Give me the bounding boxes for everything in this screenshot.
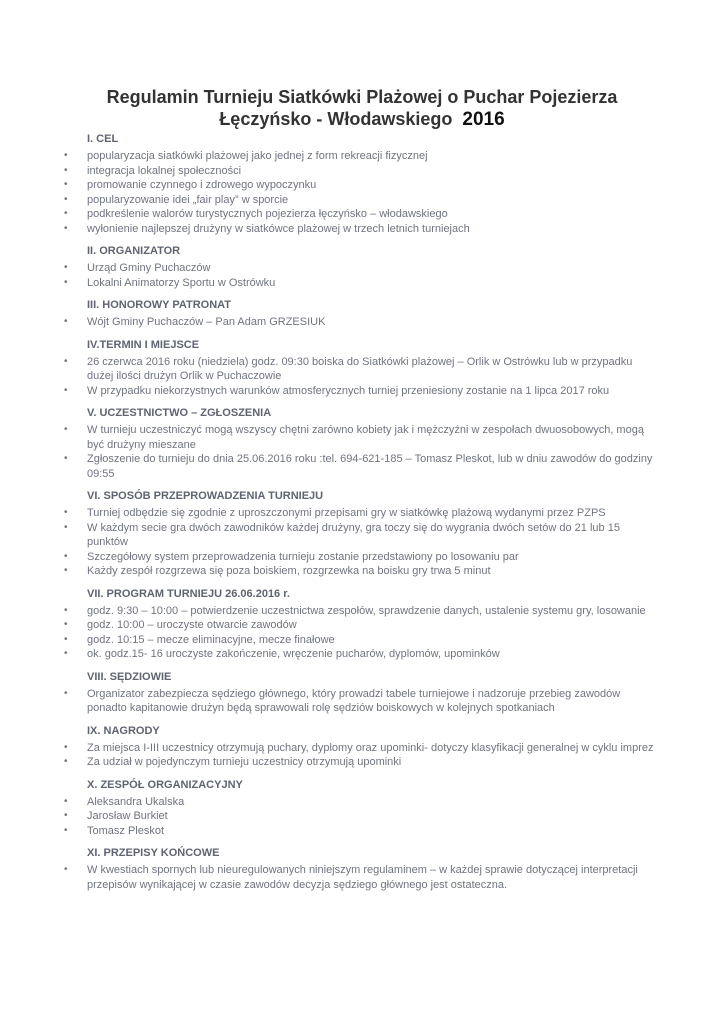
list-item: [0, 384, 724, 399]
list-item-text: integracja lokalnej społeczności: [87, 164, 242, 177]
list-item: [0, 824, 724, 839]
bullet-icon: •: [64, 633, 68, 645]
bullet-icon: •: [64, 276, 68, 288]
list-item: [0, 164, 724, 179]
list-item-text: ok. godz.15- 16 uroczyste zakończenie, wręczenie pucharów, dyplomów, upominków: [87, 648, 500, 660]
section-heading: III. HONOROWY PATRONAT: [87, 299, 232, 311]
bullet-list: [0, 149, 724, 236]
list-item-text: Organizator zabezpiecza sędziego głównego, który prowadzi tabele turniejowe i nadzoruje przebieg zawodów ponadto kapitanowie drużyn będą sprawowali rolę sędziów boiskowych w kolejnych spotkaniach: [87, 687, 621, 714]
bullet-icon: •: [64, 795, 68, 807]
list-item: [0, 618, 724, 633]
list-item: [0, 521, 724, 550]
list-item-text: Wójt Gminy Puchaczów – Pan Adam GRZESIUK: [87, 316, 326, 328]
list-item-text: W turnieju uczestniczyć mogą wszyscy chętni zarówno kobiety jak i mężczyźni w zespołach dwuosobowych, mogą być drużyny mieszane: [87, 424, 644, 451]
list-item-text: Za udział w pojedynczym turnieju uczestnicy otrzymują upominki: [87, 756, 402, 768]
list-item-text: Turniej odbędzie się zgodnie z uproszczonymi przepisami gry w siatkówkę plażową wydanymi przez PZPS: [87, 507, 606, 519]
list-item-text: Urząd Gminy Puchaczów: [87, 262, 211, 274]
bullet-icon: •: [64, 648, 68, 659]
list-item: [0, 315, 724, 330]
list-item-text: godz. 10:15 – mecze eliminacyjne, mecze finałowe: [87, 633, 335, 646]
list-item-text: Aleksandra Ukalska: [87, 795, 185, 808]
list-item: [0, 261, 724, 276]
bullet-icon: •: [64, 810, 68, 821]
list-item-text: podkreślenie walorów turystycznych pojezierza łęczyńsko – włodawskiego: [87, 208, 448, 220]
list-item: [0, 647, 724, 662]
list-item: [0, 355, 724, 384]
list-item: [0, 809, 724, 824]
section-heading: X. ZESPÓŁ ORGANIZACYJNY: [87, 778, 243, 791]
bullet-list: [0, 423, 724, 481]
list-item-text: W każdym secie gra dwóch zawodników każdej drużyny, gra toczy się do wygrania dwóch setów do 21 lub 15 punktów: [87, 521, 620, 548]
bullet-icon: •: [64, 164, 68, 176]
list-item: [0, 633, 724, 648]
list-item-text: W przypadku niekorzystnych warunków atmosferycznych turniej przeniesiony zostanie na 1 lipca 2017 roku: [87, 384, 610, 397]
bullet-list: [0, 741, 724, 770]
section-heading: VI. SPOSÓB PRZEPROWADZENIA TURNIEJU: [87, 490, 324, 502]
list-item: [0, 207, 724, 222]
section-heading: I. CEL: [87, 133, 119, 145]
list-item-text: Szczegółowy system przeprowadzenia turnieju zostanie przedstawiony po losowaniu par: [87, 550, 519, 563]
bullet-icon: •: [64, 507, 68, 518]
section-heading: VIII. SĘDZIOWIE: [87, 670, 172, 683]
list-item: [0, 604, 724, 619]
section: [0, 244, 724, 290]
section: [0, 406, 724, 481]
section: [0, 489, 724, 579]
bullet-list: [0, 506, 724, 579]
list-item-text: godz. 10:00 – uroczyste otwarcie zawodów: [87, 619, 297, 631]
bullet-icon: •: [64, 208, 68, 219]
list-item-text: popularyzacja siatkówki plażowej jako jednej z form rekreacji fizycznej: [87, 150, 428, 162]
bullet-icon: •: [64, 193, 68, 205]
list-item: [0, 423, 724, 452]
bullet-icon: •: [64, 355, 68, 367]
title-line-2-text: Łęczyńsko - Włodawskiego: [219, 109, 453, 129]
bullet-icon: •: [64, 262, 68, 273]
bullet-list: [0, 863, 724, 892]
bullet-icon: •: [64, 550, 68, 562]
section: [0, 846, 724, 892]
bullet-icon: •: [64, 179, 68, 190]
list-item: [0, 564, 724, 579]
document-body: [0, 132, 724, 900]
list-item: [0, 193, 724, 208]
bullet-icon: •: [64, 424, 68, 435]
list-item: [0, 506, 724, 521]
section: [0, 298, 724, 330]
list-item-text: Lokalni Animatorzy Sportu w Ostrówku: [87, 276, 276, 289]
list-item-text: Za miejsca I-III uczestnicy otrzymują puchary, dyplomy oraz upominki- dotyczy klasyfikacji generalnej w cyklu imprez: [87, 741, 654, 754]
list-item-text: Tomasz Pleskot: [87, 824, 165, 837]
bullet-icon: •: [64, 756, 68, 767]
bullet-list: [0, 604, 724, 662]
bullet-icon: •: [64, 521, 68, 533]
list-item-text: Każdy zespół rozgrzewa się poza boiskiem, rozgrzewka na boisku gry trwa 5 minut: [87, 565, 491, 577]
list-item-text: popularyzowanie idei „fair play” w sporcie: [87, 193, 289, 206]
section: [0, 132, 724, 236]
list-item: [0, 178, 724, 193]
title-year: 2016: [462, 109, 505, 130]
bullet-list: [0, 687, 724, 716]
bullet-list: [0, 355, 724, 399]
bullet-icon: •: [64, 384, 68, 396]
list-item-text: wyłonienie najlepszej drużyny w siatkówce plażowej w trzech letnich turniejach: [87, 222, 470, 235]
list-item-text: Jarosław Burkiet: [87, 810, 168, 822]
bullet-icon: •: [64, 150, 68, 161]
bullet-icon: •: [64, 824, 68, 836]
list-item-text: W kwestiach spornych lub nieuregulowanych niniejszym regulaminem – w każdej sprawie dotyczącej interpretacji przepisów wynikającej w czasie zawodów decyzja sędziego głównego jest ostateczna.: [87, 864, 638, 891]
bullet-icon: •: [64, 619, 68, 630]
bullet-list: [0, 261, 724, 290]
bullet-list: [0, 315, 724, 330]
section: [0, 724, 724, 770]
section: [0, 670, 724, 716]
list-item: [0, 550, 724, 565]
title-line-2: [0, 108, 724, 131]
section-heading: IV.TERMIN I MIEJSCE: [87, 338, 200, 351]
list-item: [0, 452, 724, 481]
list-item-text: Zgłoszenie do turnieju do dnia 25.06.2016 roku :tel. 694-621-185 – Tomasz Pleskot, lub w dniu zawodów do godziny 09:55: [87, 453, 653, 480]
section: [0, 338, 724, 399]
list-item: [0, 149, 724, 164]
section-heading: XI. PRZEPISY KOŃCOWE: [87, 847, 220, 859]
bullet-icon: •: [64, 864, 68, 875]
section-heading: IX. NAGRODY: [87, 724, 160, 737]
bullet-icon: •: [64, 453, 68, 464]
list-item-text: godz. 9:30 – 10:00 – potwierdzenie uczestnictwa zespołów, sprawdzenie danych, ustalenie systemu gry, losowanie: [87, 604, 646, 617]
bullet-icon: •: [64, 687, 68, 699]
list-item: [0, 276, 724, 291]
list-item-text: 26 czerwca 2016 roku (niedziela) godz. 09:30 boiska do Siatkówki plażowej – Orlik w Ostrówku lub w przypadku dużej ilości drużyn Orlik w Puchaczowie: [87, 355, 633, 382]
title-line-1: Regulamin Turnieju Siatkówki Plażowej o Puchar Pojezierza: [106, 87, 618, 107]
list-item: [0, 755, 724, 770]
list-item: [0, 863, 724, 892]
bullet-icon: •: [64, 741, 68, 753]
list-item: [0, 687, 724, 716]
list-item-text: promowanie czynnego i zdrowego wypoczynku: [87, 179, 317, 191]
list-item: [0, 795, 724, 810]
section-heading: V. UCZESTNICTWO – ZGŁOSZENIA: [87, 407, 272, 419]
bullet-list: [0, 795, 724, 839]
list-item: [0, 741, 724, 756]
section: [0, 778, 724, 839]
document-title: [0, 86, 724, 131]
section-heading: VII. PROGRAM TURNIEJU 26.06.2016 r.: [87, 587, 290, 600]
bullet-icon: •: [64, 222, 68, 234]
bullet-icon: •: [64, 316, 68, 327]
bullet-icon: •: [64, 565, 68, 576]
section-heading: II. ORGANIZATOR: [87, 245, 181, 257]
bullet-icon: •: [64, 604, 68, 616]
section: [0, 587, 724, 662]
list-item: [0, 222, 724, 237]
